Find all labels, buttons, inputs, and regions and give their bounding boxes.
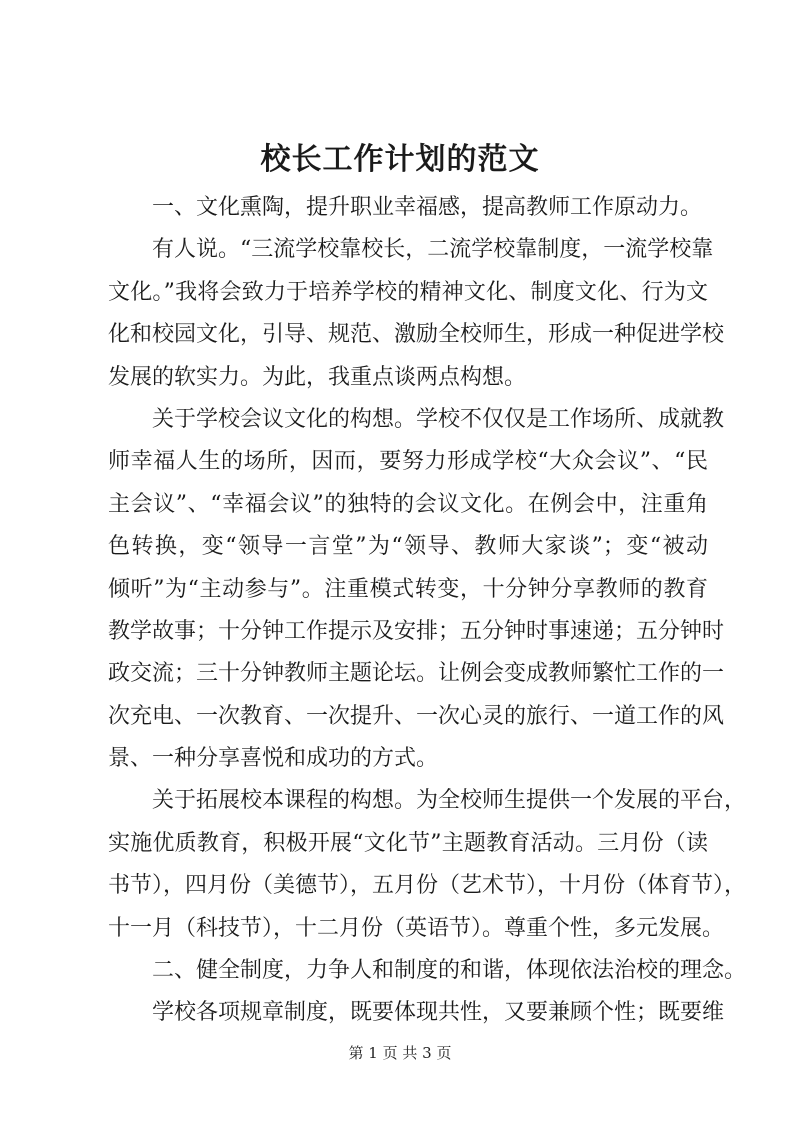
text-line: 景、一种分享喜悦和成功的方式。 [108, 746, 439, 772]
text-line: 主会议”、“幸福会议”的独特的会议文化。在例会中，注重角 [108, 491, 708, 517]
text-line: 师幸福人生的场所，因而，要努力形成学校“大众会议”、“民 [108, 449, 708, 475]
text-line: 十一月（科技节），十二月份（英语节）。尊重个性，多元发展。 [108, 915, 725, 941]
paragraph [108, 399, 725, 781]
text-line: 倾听”为“主动参与”。注重模式转变，十分钟分享教师的教育 [108, 576, 708, 602]
text-line: 有人说。“三流学校靠校长，二流学校靠制度，一流学校靠 [152, 237, 714, 263]
text-line: 实施优质教育，积极开展“文化节”主题教育活动。三月份（读 [108, 830, 708, 856]
document-title: 校长工作计划的范文 [260, 142, 540, 177]
document-body [108, 187, 747, 1035]
paragraph [108, 950, 747, 992]
paragraph [108, 187, 708, 229]
text-line: 化和校园文化，引导、规范、激励全校师生，形成一种促进学校 [108, 322, 725, 348]
paragraph [108, 229, 725, 399]
text-line: 色转换，变“领导一言堂”为“领导、教师大家谈”；变“被动 [108, 534, 708, 560]
text-line: 文化。”我将会致力于培养学校的精神文化、制度文化、行为文 [108, 279, 708, 305]
text-line: 教学故事；十分钟工作提示及安排；五分钟时事速递；五分钟时 [108, 618, 725, 644]
text-line: 书节），四月份（美德节），五月份（艺术节），十月份（体育节）， [108, 873, 747, 899]
text-line: 发展的软实力。为此，我重点谈两点构想。 [108, 364, 527, 390]
text-line: 关于拓展校本课程的构想。为全校师生提供一个发展的平台， [152, 788, 747, 814]
paragraph [108, 992, 725, 1034]
text-line: 学校各项规章制度，既要体现共性，又要兼顾个性；既要维 [152, 1000, 725, 1026]
text-line: 政交流；三十分钟教师主题论坛。让例会变成教师繁忙工作的一 [108, 661, 725, 687]
text-line: 一、文化熏陶，提升职业幸福感，提高教师工作原动力。 [152, 195, 703, 220]
page-number-footer: 第 1 页 共 3 页 [348, 1044, 452, 1062]
text-line: 次充电、一次教育、一次提升、一次心灵的旅行、一道工作的风 [108, 703, 725, 729]
text-line: 关于学校会议文化的构想。学校不仅仅是工作场所、成就教 [152, 406, 725, 432]
paragraph [108, 780, 747, 950]
text-line: 二、健全制度，力争人和制度的和谐，体现依法治校的理念。 [152, 958, 747, 984]
